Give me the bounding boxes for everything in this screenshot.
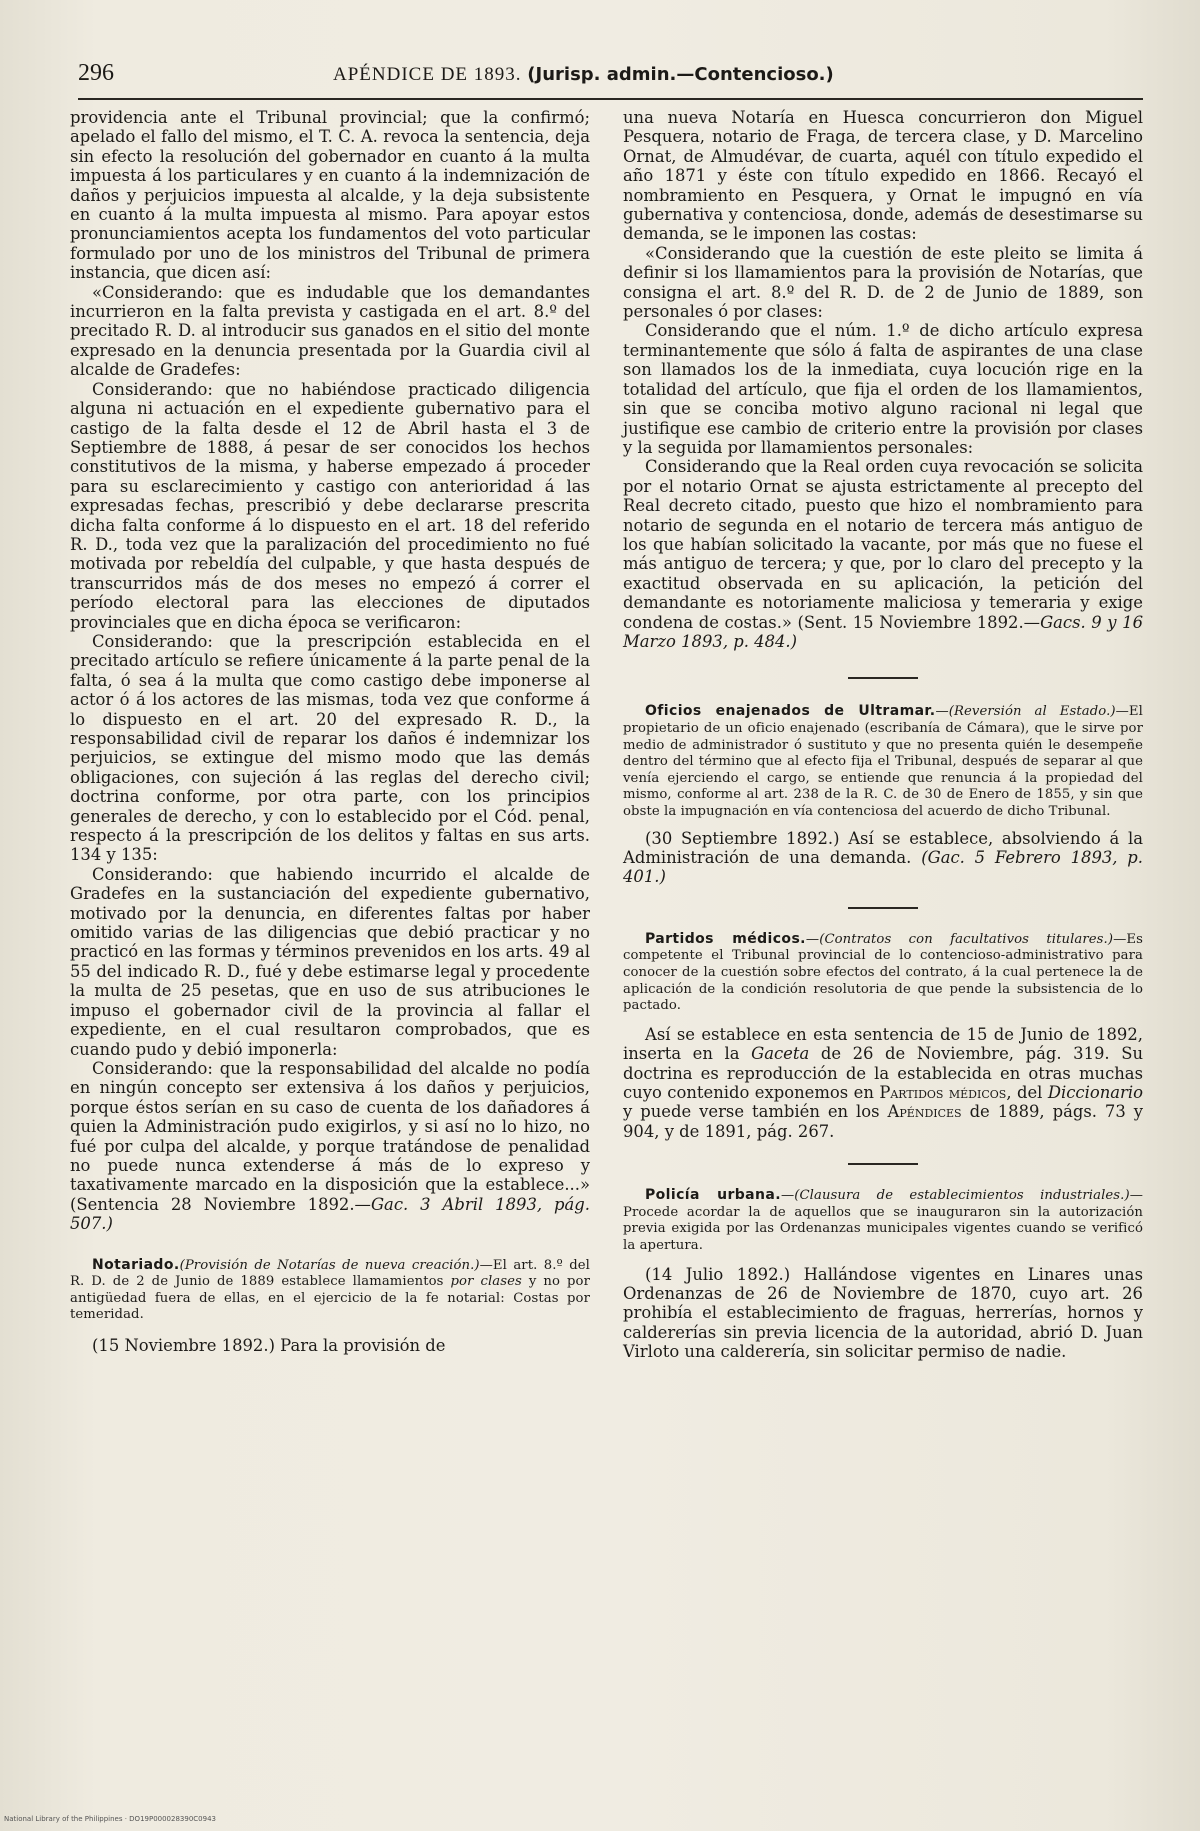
right-paragraph-1: una nueva Notaría en Huesca concurrieron don Miguel Pesquera, notario de Fraga, de tercera clase, y D. Marcelino Ornat, de Almudévar, de cuarta, aquél con título expedido el año 1871 y éste con título expedido en 1866. Recayó el nombramiento en Pesquera, y Ornat le impugnó en vía gubernativa y contenciosa, donde, además de desestimarse su demanda, se le imponen las costas: xyxy=(623,108,1143,244)
section-policia-subtitle: —(Clausura de establecimientos industriales.) xyxy=(780,1188,1130,1204)
section-policia-ruling: (14 Julio 1892.) Hallándose vigentes en Linares unas Ordenanzas de 26 de Noviembre de 1870, cuyo art. 26 prohibía el establecimiento de fraguas, herrerías, hornos y caldererías sin previa licencia de la autoridad, abrió D. Juan Virloto una calderería, sin solicitar permiso de nadie. xyxy=(623,1264,1143,1362)
ruling-partidos-medicos: Partidos médicos xyxy=(879,1082,1007,1102)
running-head-section: (Jurisp. admin.—Contencioso.) xyxy=(527,64,834,85)
section-partidos-body: —Es competente el Tribunal provincial de lo contencioso-administrativo para conocer de la cuestión sobre efectos del contrato, á la cual pertenece la de aplicación de la condición resolutoria de que pende la subsistencia de lo pactado. xyxy=(623,931,1143,1014)
right-paragraph-3: Considerando que el núm. 1.º de dicho artículo expresa terminantemente que sólo á falta de aspirantes de una clase son llamados los de la inmediata, cuya locución rige en la totalidad del artículo, que fija el orden de los llamamientos, sin que se conciba motivo alguno racional ni legal que justifique ese cambio de criterio entre la provisión por clases y la seguida por llamamientos personales: xyxy=(623,321,1143,457)
left-column xyxy=(70,108,590,1355)
left-paragraph-6-text: Considerando: que la responsabilidad del alcalde no podía en ningún concepto ser extensiva á los daños y perjuicios, porque éstos serían en su caso de cuenta de los dañadores á quien la Administración pudo exigirlos, y si así no lo hizo, no fué por culpa del alcalde, y porque tratándose de penalidad no puede nunca extenderse á más de lo expreso y taxativamente marcado en la disposición que la establece...» (Sentencia 28 Noviembre 1892.— xyxy=(70,1058,590,1214)
running-head xyxy=(333,64,834,86)
section-oficios-ruling xyxy=(623,829,1143,887)
section-oficios-body: —El propietario de un oficio enajenado (escribanía de Cámara), que le sirve por medio de administrador ó sustituto y que no presenta quién le desempeñe dentro del término que al efecto fija el Tribunal, después de separar al que venía ejerciendo el cargo, se entiende que renuncia á la propiedad del mismo, conforme al art. 238 de la R. C. de 30 de Enero de 1855, y sin que obste la impugnación en vía contenciosa del acuerdo de dicho Tribunal. xyxy=(623,704,1143,819)
ruling-text-b: de 26 de Noviembre, pág. 319. Su doctrina es reproducción de la establecida en otras muchas cuyo contenido exponemos en xyxy=(623,1044,1144,1102)
section-partidos-ruling xyxy=(623,1025,1143,1141)
section-partidos xyxy=(623,931,1143,1015)
note-notariado-body-2: y no por antigüedad fuera de ellas, en el ejercicio de la fe notarial: Costas por temeridad. xyxy=(70,1274,591,1323)
right-paragraph-4-citation: Gacs. 9 y 16 Marzo 1893, p. 484.) xyxy=(623,612,1143,651)
running-head-title: APÉNDICE DE 1893. xyxy=(333,64,522,85)
ruling-diccionario: Diccionario xyxy=(1047,1082,1143,1102)
note-notariado-body: —El art. 8.º del R. D. de 2 de Junio de 1889 establece llamamientos xyxy=(70,1257,590,1290)
note-notariado-subtitle: (Provisión de Notarías de nueva creación.) xyxy=(179,1257,480,1273)
right-column xyxy=(623,108,1143,1362)
section-oficios-title: Oficios enajenados de Ultramar. xyxy=(645,703,936,720)
section-oficios xyxy=(623,703,1143,820)
note-notariado xyxy=(70,1257,590,1324)
left-paragraph-6-citation: Gac. 3 Abril 1893, pág. 507.) xyxy=(70,1194,591,1234)
section-policia-title: Policía urbana. xyxy=(645,1187,781,1204)
section-partidos-subtitle: —(Contratos con facultativos titulares.) xyxy=(805,931,1114,947)
section-partidos-title: Partidos médicos. xyxy=(645,930,806,947)
note-notariado-title: Notariado. xyxy=(92,1256,180,1273)
left-paragraph-6 xyxy=(70,1059,590,1234)
left-paragraph-3: Considerando: que no habiéndose practicado diligencia alguna ni actuación en el expediente gubernativo para el castigo de la falta desde el 12 de Abril hasta el 3 de Septiembre de 1888, á pesar de ser conocidos los hechos constitutivos de la misma, y haberse empezado á proceder para su esclarecimiento y castigo con anterioridad á las expresadas fechas, prescribió y debe declararse prescrita dicha falta conforme á lo dispuesto en el art. 18 del referido R. D., toda vez que la paralización del procedimiento no fué motivada por rebeldía del culpable, y que hasta después de transcurridos más de dos meses no empezó á correr el período electoral para las elecciones de diputados provinciales que en dicha época se verificaron: xyxy=(70,379,590,632)
ruling-gaceta: Gaceta xyxy=(751,1044,810,1064)
ruling-text-a: Así se establece en esta sentencia de 15 de Junio de 1892, inserta en la xyxy=(623,1024,1143,1064)
ruling-text-d: y puede verse también en los xyxy=(623,1102,880,1122)
page-header xyxy=(78,58,1143,100)
section-oficios-subtitle: —(Reversión al Estado.) xyxy=(935,704,1116,720)
section-oficios-citation: (Gac. 5 Febrero 1893, p. 401.) xyxy=(623,847,1144,887)
left-paragraph-4: Considerando: que la prescripción establecida en el precitado artículo se refiere únicamente á la parte penal de la falta, ó sea á la multa que como castigo debe imponerse al actor ó á los actores de las mismas, toda vez que conforme á lo dispuesto en el art. 20 del expresado R. D., la responsabilidad civil de reparar los daños é indemnizar los perjuicios, se extingue del mismo modo que las demás obligaciones, con sujeción á las reglas del derecho civil; doctrina conforme, por otra parte, con los principios generales de derecho, y con lo establecido por el Cód. penal, respecto á la prescripción de los delitos y faltas en sus arts. 134 y 135: xyxy=(70,631,590,865)
right-paragraph-4 xyxy=(623,457,1143,651)
left-paragraph-2: «Considerando: que es indudable que los demandantes incurrieron en la falta prevista y castigada en el art. 8.º del precitado R. D. al introducir sus ganados en el sitio del monte expresado en la denuncia presentada por la Guardia civil al alcalde de Gradefes: xyxy=(70,282,590,380)
left-paragraph-1: providencia ante el Tribunal provincial; que la confirmó; apelado el fallo del mismo, el T. C. A. revoca la sentencia, deja sin efecto la resolución del gobernador en cuanto á la multa impuesta á los particulares y en cuanto á la indemnización de daños y perjuicios impuesta al alcalde, y la deja subsistente en cuanto á la multa impuesta al mismo. Para apoyar estos pronunciamientos acepta los fundamentos del voto particular formulado por uno de los ministros del Tribunal de primera instancia, que dicen así: xyxy=(70,108,590,283)
section-policia xyxy=(623,1187,1143,1254)
page-number: 296 xyxy=(78,60,114,86)
right-paragraph-2: «Considerando que la cuestión de este pleito se limita á definir si los llamamientos para la provisión de Notarías, que consigna el art. 8.º del R. D. de 2 de Junio de 1889, son personales ó por clases: xyxy=(623,243,1143,322)
right-paragraph-4-text: Considerando que la Real orden cuya revocación se solicita por el notario Ornat se ajusta estrictamente al precepto del Real decreto citado, puesto que hizo el nombramiento para notario de segunda en el notario de tercera más antiguo de los que habían solicitado la vacante, por más que no fuese el más antiguo de tercera; y que, por lo claro del precepto y la exactitud observada en su aplicación, la petición del demandante es notoriamente maliciosa y temeraria y exige condena de costas.» (Sent. 15 Noviembre 1892.— xyxy=(623,457,1143,632)
ruling-text-e: de 1889, págs. 73 y 904, y de 1891, pág. 267. xyxy=(623,1102,1144,1141)
note-notariado-italic: por clases xyxy=(450,1274,522,1290)
left-paragraph-5: Considerando: que habiendo incurrido el alcalde de Gradefes en la sustanciación del expediente gubernativo, motivado por la denuncia, en diferentes faltas por haber omitido varias de las diligencias que debió practicar y no practicó en las formas y términos prevenidos en los arts. 49 al 55 del indicado R. D., fué y debe estimarse legal y procedente la multa de 25 pesetas, que en uso de sus atribuciones le impuso el gobernador civil de la provincia al fallar el expediente, en el cual resultaron comprobados, que es cuando pudo y debió imponerla: xyxy=(70,864,590,1059)
ruling-text-c: , del xyxy=(1006,1082,1043,1102)
library-footer-note: National Library of the Philippines · DO19P000028390C0943 xyxy=(4,1815,216,1823)
left-paragraph-7: (15 Noviembre 1892.) Para la provisión de xyxy=(92,1335,446,1355)
section-policia-body: —Procede acordar la de aquellos que se inauguraron sin la autorización previa exigida por las Ordenanzas municipales vigentes cuando se verificó la apertura. xyxy=(623,1188,1143,1253)
ruling-apendices: Apéndices xyxy=(887,1102,962,1122)
section-oficios-ruling-text: (30 Septiembre 1892.) Así se establece, absolviendo á la Administración de una demanda. xyxy=(623,828,1143,867)
